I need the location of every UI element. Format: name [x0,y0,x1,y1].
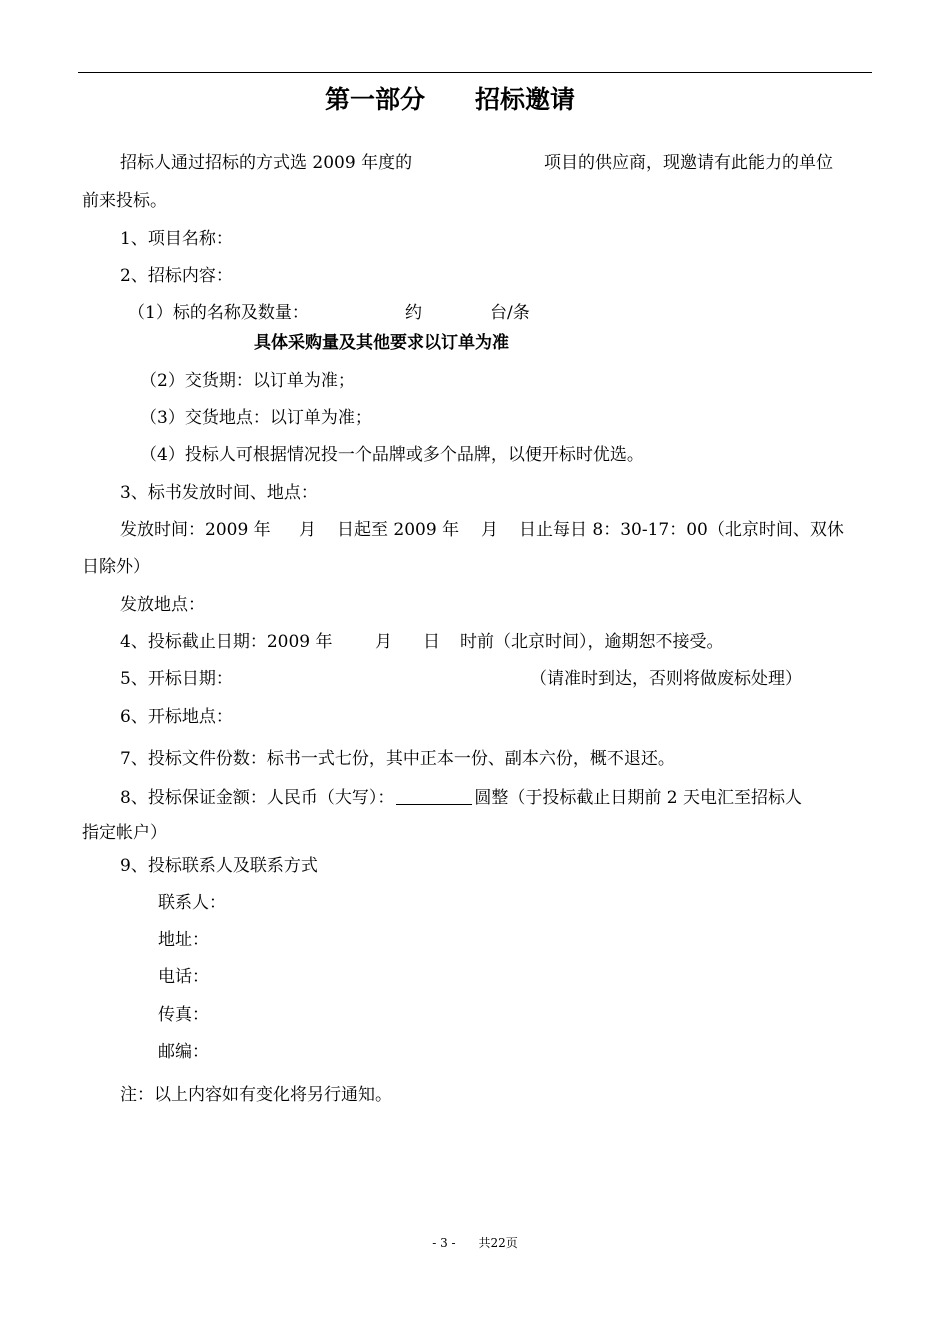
deposit-line [120,784,802,811]
item-opening-date: 5、开标日期： [120,669,233,689]
item-sub4: （4）投标人可根据情况投一个品牌或多个品牌，以便开标时优选。 [140,445,644,465]
contact-address: 地址： [158,930,209,950]
page-footer [0,1234,950,1252]
contact-phone: 电话： [158,967,209,987]
issue-time-e: 日止每日 8：30-17：00（北京时间、双休 [519,520,844,540]
issue-time-d: 月 [481,520,498,540]
contact-fax: 传真： [158,1005,209,1025]
item-sub3: （3）交货地点：以订单为准； [140,408,372,428]
deposit-tail: 圆整（于投标截止日期前 2 天电汇至招标人 [474,788,802,808]
intro-line-1b: 项目的供应商，现邀请有此能力的单位 [544,153,833,173]
item-copies: 7、投标文件份数：标书一式七份，其中正本一份、副本六份，概不退还。 [120,749,675,769]
page-title: 第一部分 招标邀请 [324,85,575,114]
closing-note: 注：以上内容如有变化将另行通知。 [120,1085,392,1105]
deadline-c: 日 [423,632,440,652]
deadline-d: 时前（北京时间），逾期恕不接受。 [460,632,724,652]
issue-time-a: 发放时间：2009 年 [120,520,271,540]
page-number: - 3 - [432,1236,456,1250]
intro-line-2: 前来投标。 [82,191,167,211]
item-issue-place: 发放地点： [120,595,205,615]
issue-time-b: 月 [299,520,316,540]
deadline-b: 月 [375,632,392,652]
item-content-heading: 2、招标内容： [120,266,233,286]
item-sub2: （2）交货期：以订单为准； [140,371,355,391]
item-opening-place: 6、开标地点： [120,707,233,727]
header-rule [78,72,872,73]
page-total: 共22页 [478,1236,518,1250]
deposit-wrap: 指定帐户） [82,823,167,843]
item-contact-heading: 9、投标联系人及联系方式 [120,856,318,876]
item-issue-heading: 3、标书发放时间、地点： [120,483,318,503]
deposit-label: 8、投标保证金额：人民币（大写）： [120,788,395,808]
contact-zip: 邮编： [158,1042,209,1062]
item-sub1-label: （1）标的名称及数量： [128,303,309,323]
item-sub1-note: 具体采购量及其他要求以订单为准 [254,333,509,353]
deposit-blank [396,784,472,805]
intro-line-1a: 招标人通过招标的方式选 2009 年度的 [120,153,413,173]
contact-person: 联系人： [158,893,226,913]
item-sub1-approx: 约 [405,303,422,323]
issue-time-c: 日起至 2009 年 [337,520,460,540]
item-sub1-unit: 台/条 [490,303,530,323]
item-opening-note: （请准时到达，否则将做废标处理） [530,669,802,689]
item-project-name: 1、项目名称： [120,229,233,249]
deadline-a: 4、投标截止日期：2009 年 [120,632,333,652]
issue-time-wrap: 日除外） [82,557,150,577]
